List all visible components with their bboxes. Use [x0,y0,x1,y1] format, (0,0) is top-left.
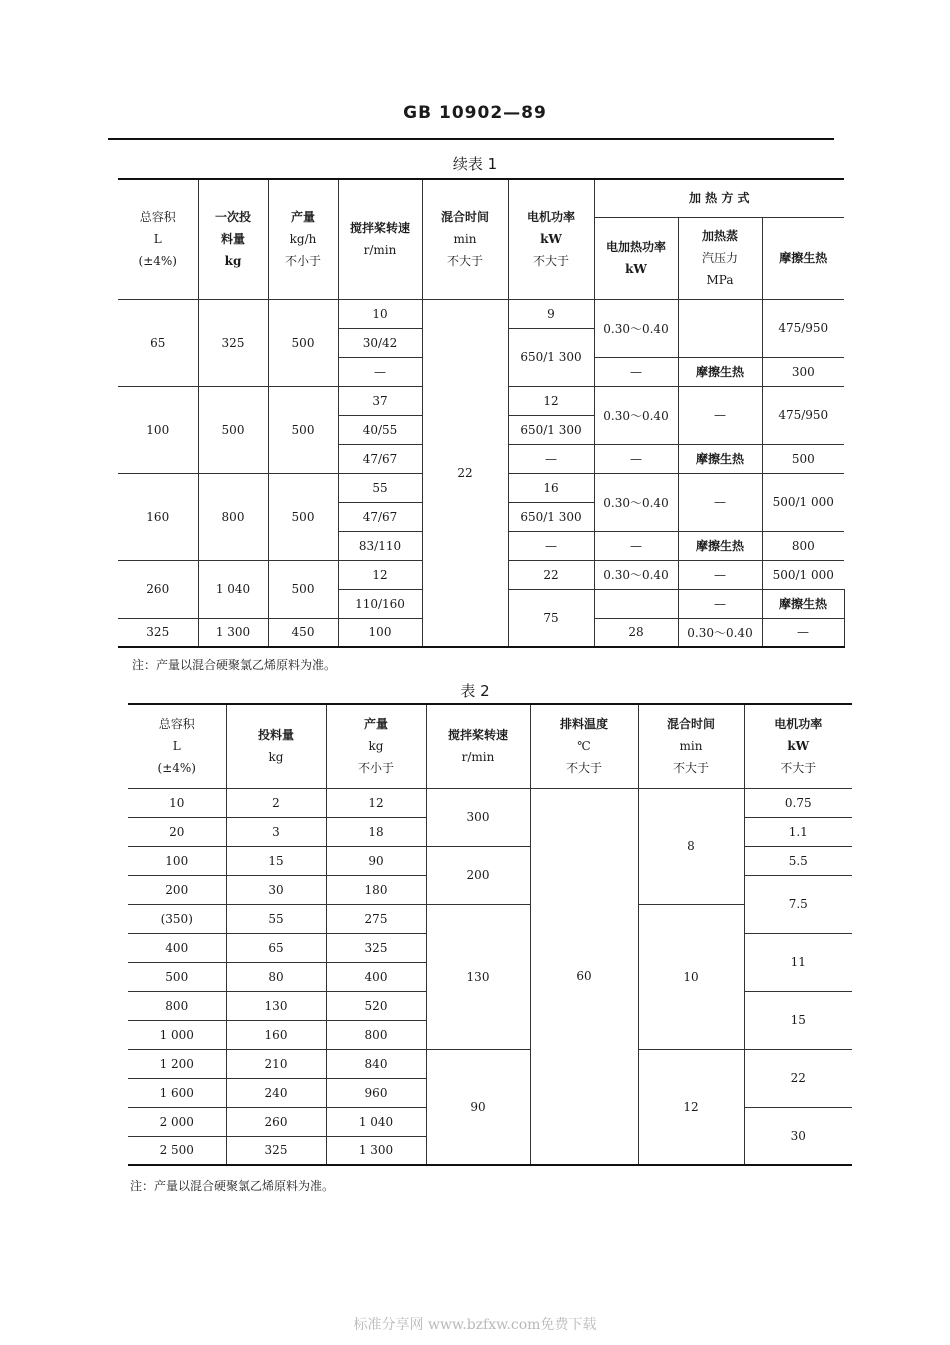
t2-cell-temp: 60 [530,788,638,1165]
t2-cell-capacity: 200 [128,875,226,904]
t2-cell-output: 800 [326,1020,426,1049]
t1-cell: 30/42 [338,328,422,357]
t2-cell-charge: 80 [226,962,326,991]
t1-cell: 47/67 [338,502,422,531]
t2-cell-capacity: 1 200 [128,1049,226,1078]
t1-header-heating: 加 热 方 式 [594,179,844,217]
t1-cell: 10 [338,299,422,328]
t1-cell: — [678,386,762,444]
table1 [118,178,844,648]
t2-cell-charge: 65 [226,933,326,962]
t1-cell: — [762,618,844,647]
t2-cell-charge: 15 [226,846,326,875]
t2-cell-capacity: 10 [128,788,226,817]
t1-cell: 40/55 [338,415,422,444]
t1-cell: 500 [762,444,844,473]
t1-cell: 65 [118,299,198,386]
t2-cell-speed: 300 [426,788,530,846]
t1-cell: — [678,589,762,618]
t2-cell-output: 840 [326,1049,426,1078]
t1-header-output: 产量 kg/h 不小于 [268,179,338,299]
t2-cell-speed: 130 [426,904,530,1049]
t2-cell-output: 1 040 [326,1107,426,1136]
t1-cell: 100 [118,386,198,473]
t1-cell: — [508,444,594,473]
t1-cell: 55 [338,473,422,502]
t1-cell: 摩擦生热 [678,357,762,386]
table2-note: 注：产量以混合硬聚氯乙烯原料为准。 [130,1179,335,1193]
t1-cell: 325 [118,618,198,647]
t1-cell: 9 [508,299,594,328]
page-header: GB 10902—89 [403,103,547,123]
t2-cell-capacity: 1 000 [128,1020,226,1049]
t2-header-motor: 电机功率 kW 不大于 [744,704,852,788]
t2-cell-output: 960 [326,1078,426,1107]
t2-cell-motor: 0.75 [744,788,852,817]
t1-cell: 650/1 300 [508,328,594,386]
t1-cell: 摩擦生热 [762,589,844,618]
t2-cell-charge: 55 [226,904,326,933]
t2-cell-capacity: 1 600 [128,1078,226,1107]
t1-header-mix-time: 混合时间 min 不大于 [422,179,508,299]
t1-cell-empty [594,589,678,618]
header-rule [108,138,834,140]
t1-cell: 650/1 300 [508,415,594,444]
t1-cell: — [678,560,762,589]
t1-cell: — [508,531,594,560]
t2-cell-output: 180 [326,875,426,904]
t2-cell-capacity: 2 000 [128,1107,226,1136]
t1-cell: 摩擦生热 [678,531,762,560]
t2-cell-motor: 11 [744,933,852,991]
t2-cell-capacity: 400 [128,933,226,962]
t1-cell: 22 [508,560,594,589]
t1-cell: — [594,444,678,473]
t2-header-temp: 排料温度 ℃ 不大于 [530,704,638,788]
t1-cell: 260 [118,560,198,618]
t1-cell: 500/1 000 [762,473,844,531]
t2-cell-charge: 240 [226,1078,326,1107]
t2-cell-capacity: 500 [128,962,226,991]
t2-cell-mix-time: 12 [638,1049,744,1165]
t2-header-mix-time: 混合时间 min 不大于 [638,704,744,788]
t2-cell-charge: 2 [226,788,326,817]
t1-header-speed: 搅拌桨转速 r/min [338,179,422,299]
t2-cell-charge: 210 [226,1049,326,1078]
t2-cell-output: 90 [326,846,426,875]
t2-cell-output: 400 [326,962,426,991]
t1-cell: 16 [508,473,594,502]
t2-cell-output: 1 300 [326,1136,426,1165]
t1-cell: 83/110 [338,531,422,560]
t2-header-capacity: 总容积 L (±4%) [128,704,226,788]
t1-cell: 325 [198,299,268,386]
t2-header-output: 产量 kg 不小于 [326,704,426,788]
t2-cell-capacity: 20 [128,817,226,846]
t1-cell: — [594,357,678,386]
t2-cell-motor: 1.1 [744,817,852,846]
t1-cell: 475/950 [762,386,844,444]
t1-cell: 0.30～0.40 [594,473,678,531]
t1-cell: 摩擦生热 [678,444,762,473]
t1-cell: 650/1 300 [508,502,594,531]
t1-cell: — [338,357,422,386]
t1-header-motor: 电机功率 kW 不大于 [508,179,594,299]
t1-cell: 0.30～0.40 [594,386,678,444]
t2-cell-motor: 7.5 [744,875,852,933]
table-row [128,788,852,817]
t2-cell-capacity: 2 500 [128,1136,226,1165]
t1-cell: 12 [338,560,422,589]
t2-cell-charge: 325 [226,1136,326,1165]
t2-cell-output: 275 [326,904,426,933]
table2-caption: 表 2 [460,682,490,700]
t2-cell-output: 520 [326,991,426,1020]
table-row [128,904,852,933]
t1-cell: — [678,473,762,531]
t1-cell: 0.30～0.40 [678,618,762,647]
t1-cell: 1 040 [198,560,268,618]
t2-header-charge: 投料量 kg [226,704,326,788]
t2-cell-mix-time: 10 [638,904,744,1049]
t2-cell-motor: 22 [744,1049,852,1107]
t1-header-capacity: 总容积 L (±4%) [118,179,198,299]
t1-cell: 100 [338,618,422,647]
t1-header-steam: 加热蒸 汽压力 MPa [678,217,762,299]
t1-cell: 800 [198,473,268,560]
footer-watermark: 标准分享网 www.bzfxw.com免费下载 [353,1317,597,1333]
t1-cell: 500 [268,473,338,560]
t2-header-speed: 搅拌桨转速 r/min [426,704,530,788]
t1-cell: 37 [338,386,422,415]
t1-cell: 110/160 [338,589,422,618]
t1-cell: 28 [594,618,678,647]
t1-cell: 475/950 [762,299,844,357]
t1-cell: 0.30～0.40 [594,299,678,357]
table-row [128,1049,852,1078]
t2-cell-motor: 15 [744,991,852,1049]
t1-mix-time-22: 22 [422,299,508,647]
t1-cell: 160 [118,473,198,560]
t2-cell-speed: 200 [426,846,530,904]
t1-cell: 500/1 000 [762,560,844,589]
t1-header-charge: 一次投 料量 kg [198,179,268,299]
t2-cell-charge: 160 [226,1020,326,1049]
t2-cell-output: 18 [326,817,426,846]
t2-cell-speed: 90 [426,1049,530,1165]
t2-cell-capacity: (350) [128,904,226,933]
t1-mix-time-75: 75 [508,589,594,647]
t1-header-friction: 摩擦生热 [762,217,844,299]
table1-note: 注：产量以混合硬聚氯乙烯原料为准。 [132,658,337,672]
t1-cell: 500 [198,386,268,473]
t2-cell-charge: 130 [226,991,326,1020]
t2-cell-charge: 260 [226,1107,326,1136]
t1-cell: 47/67 [338,444,422,473]
t1-cell: 800 [762,531,844,560]
table-row [128,846,852,875]
t2-cell-charge: 3 [226,817,326,846]
t1-header-elec-heat: 电加热功率 kW [594,217,678,299]
t2-cell-motor: 5.5 [744,846,852,875]
t1-cell: 500 [268,386,338,473]
t1-cell: 450 [268,618,338,647]
t1-cell: 500 [268,299,338,386]
t1-cell: 0.30～0.40 [594,560,678,589]
t1-cell-empty [678,299,762,357]
t2-cell-capacity: 800 [128,991,226,1020]
table2 [128,703,852,1166]
t1-cell: — [594,531,678,560]
t1-cell: 1 300 [198,618,268,647]
t2-cell-charge: 30 [226,875,326,904]
t2-cell-output: 12 [326,788,426,817]
t2-cell-output: 325 [326,933,426,962]
t2-cell-capacity: 100 [128,846,226,875]
t1-cell: 300 [762,357,844,386]
t1-cell: 500 [268,560,338,618]
t1-cell: 12 [508,386,594,415]
table1-caption: 续表 1 [452,155,498,173]
t2-cell-mix-time: 8 [638,788,744,904]
t2-cell-motor: 30 [744,1107,852,1165]
